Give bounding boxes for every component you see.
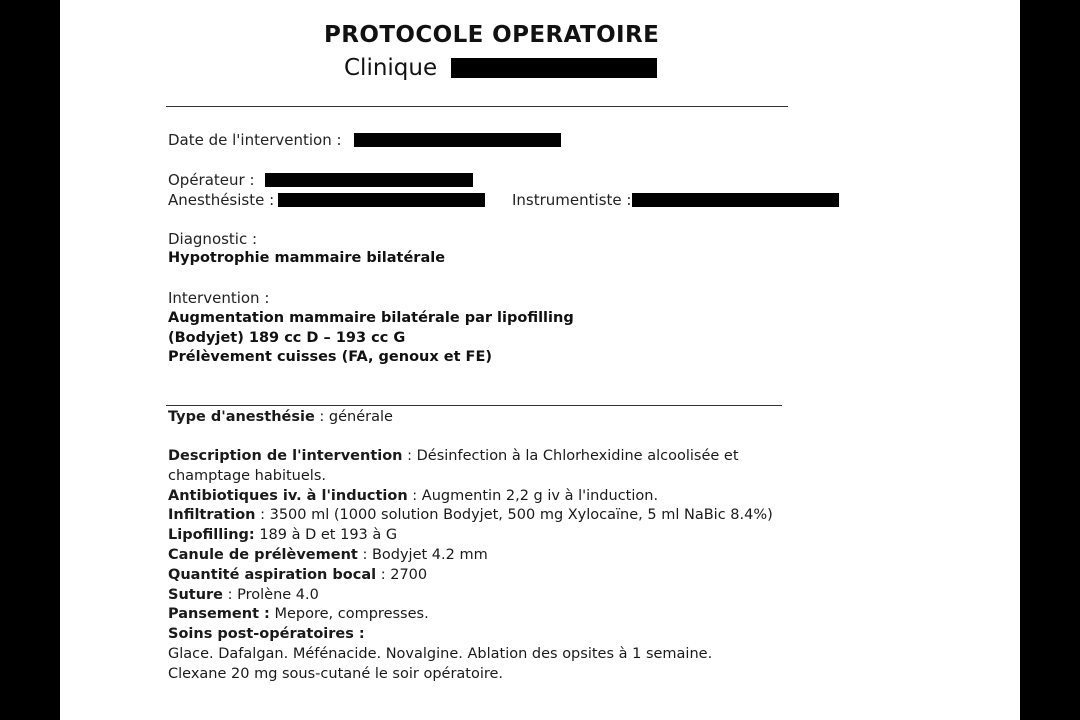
description-line-label: Description de l'intervention (168, 448, 403, 464)
redaction-instrumentist (632, 193, 839, 207)
header-divider (166, 106, 788, 107)
description-line (168, 506, 808, 526)
intervention-line: Augmentation mammaire bilatérale par lipofilling (168, 310, 574, 326)
diagnostic-value: Hypotrophie mammaire bilatérale (168, 250, 446, 266)
document-page (60, 0, 1020, 720)
description-line-label: Antibiotiques iv. à l'induction (168, 487, 408, 504)
operator-label: Opérateur : (168, 171, 255, 189)
description-line-label: Infiltration (168, 507, 256, 524)
intervention-line: Prélèvement cuisses (FA, genoux et FE) (168, 349, 492, 365)
description-line-label: Lipofilling: (168, 527, 255, 544)
description-line-value: : 2700 (376, 566, 428, 583)
redaction-anesthesist (278, 193, 485, 207)
redaction-operator (265, 173, 473, 187)
document-title: PROTOCOLE OPERATOIRE (324, 22, 660, 48)
description-line (168, 546, 808, 566)
description-line (168, 566, 808, 586)
description-line-label: Pansement : (168, 606, 270, 623)
description-line-value: : Augmentin 2,2 g iv à l'induction. (407, 487, 659, 504)
description-line-value: : Bodyjet 4.2 mm (357, 546, 488, 563)
clinic-label: Clinique (344, 55, 438, 81)
description-line-label: Quantité aspiration bocal (168, 566, 377, 583)
description-line (168, 447, 808, 467)
description-line-label: Soins post-opératoires : (168, 626, 365, 643)
description-line-value: 189 à D et 193 à G (254, 527, 398, 544)
anesthesia-value: : générale (314, 409, 393, 425)
description-line-value: : 3500 ml (1000 solution Bodyjet, 500 mg Xylocaïne, 5 ml NaBic 8.4%) (255, 507, 773, 524)
description-line (168, 586, 808, 606)
redaction-clinic-name (451, 58, 657, 78)
description-line (168, 605, 808, 625)
instrumentist-label: Instrumentiste : (512, 191, 632, 209)
intervention-label: Intervention : (168, 289, 270, 307)
description-block (168, 447, 808, 685)
description-line-value: : Prolène 4.0 (223, 586, 319, 603)
description-line-value: Clexane 20 mg sous-cutané le soir opératoire. (168, 665, 504, 682)
date-label: Date de l'intervention : (168, 131, 342, 149)
description-line-label: Suture (168, 586, 224, 603)
diagnostic-label: Diagnostic : (168, 230, 258, 248)
intervention-line: (Bodyjet) 189 cc D – 193 cc G (168, 330, 406, 346)
description-line (168, 665, 808, 685)
description-line-value: Glace. Dafalgan. Méfénacide. Novalgine. Ablation des opsites à 1 semaine. (168, 645, 713, 662)
anesthesia-line (168, 408, 393, 428)
anesthesist-label: Anesthésiste : (168, 191, 275, 209)
description-line (168, 625, 808, 645)
description-line-value: Mepore, compresses. (269, 606, 429, 623)
description-line (168, 645, 808, 665)
description-line (168, 487, 808, 507)
anesthesia-label: Type d'anesthésie (168, 409, 315, 425)
redaction-date (354, 133, 561, 147)
description-line (168, 526, 808, 546)
description-line-value: champtage habituels. (168, 467, 326, 484)
description-line (168, 467, 808, 487)
description-line-label: Canule de prélèvement (168, 546, 358, 563)
section-divider (166, 405, 782, 406)
description-line-value: : Désinfection à la Chlorhexidine alcoolisée et (402, 448, 739, 464)
